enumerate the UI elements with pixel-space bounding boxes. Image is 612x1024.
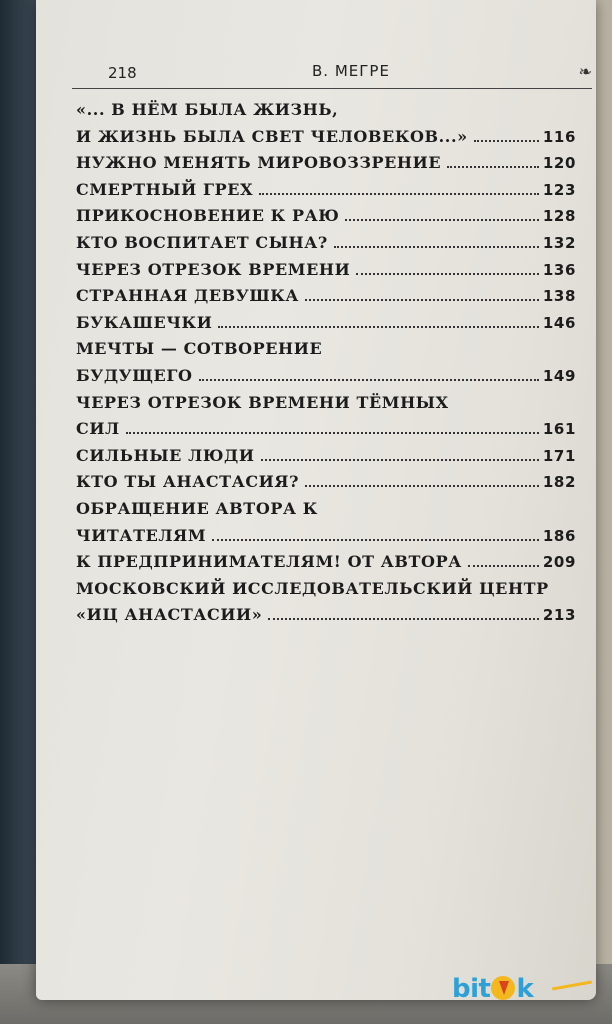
toc-line	[76, 339, 576, 366]
toc-title: ЧИТАТЕЛЯМ	[76, 525, 207, 545]
toc-entry	[76, 180, 576, 207]
toc-entry	[76, 552, 576, 579]
toc-title: ЧЕРЕЗ ОТРЕЗОК ВРЕМЕНИ	[76, 259, 351, 279]
dot-leader	[468, 565, 539, 567]
toc-title: ЧЕРЕЗ ОТРЕЗОК ВРЕМЕНИ ТЁМНЫХ	[76, 392, 449, 412]
toc-entry	[76, 499, 576, 552]
toc-title: БУДУЩЕГО	[76, 365, 193, 385]
dot-leader	[212, 539, 539, 541]
toc-page-number: 161	[542, 420, 576, 439]
toc-page-number: 138	[542, 287, 576, 306]
toc-title: К ПРЕДПРИНИМАТЕЛЯМ! ОТ АВТОРА	[76, 552, 462, 572]
toc-page-number: 116	[542, 127, 576, 146]
toc-line	[76, 419, 576, 446]
toc-title: КТО ТЫ АНАСТАСИЯ?	[76, 472, 300, 492]
toc-title: «ИЦ АНАСТАСИИ»	[76, 605, 263, 625]
toc-entry	[76, 233, 576, 260]
toc-line	[76, 260, 576, 287]
toc-entry	[76, 286, 576, 313]
toc-entry	[76, 153, 576, 180]
dot-leader	[199, 379, 539, 381]
toc-title: СТРАННАЯ ДЕВУШКА	[76, 286, 300, 306]
toc-line	[76, 313, 576, 340]
dot-leader	[356, 273, 539, 275]
toc-entry	[76, 206, 576, 233]
page-header	[72, 58, 592, 89]
toc-line	[76, 366, 576, 393]
toc-line	[76, 472, 576, 499]
toc-page-number: 128	[542, 207, 576, 226]
dot-leader	[305, 299, 539, 301]
toc-page-number: 171	[542, 446, 576, 465]
dot-leader	[261, 459, 539, 461]
toc-line	[76, 393, 576, 420]
toc-line	[76, 206, 576, 233]
toc-page-number: 186	[542, 526, 576, 545]
toc-page-number: 209	[542, 553, 576, 572]
toc-title: СИЛЬНЫЕ ЛЮДИ	[76, 445, 255, 465]
dot-leader	[345, 219, 538, 221]
toc-line	[76, 233, 576, 260]
toc-title: МЕЧТЫ — СОТВОРЕНИЕ	[76, 339, 323, 359]
dot-leader	[218, 326, 538, 328]
toc-entry	[76, 579, 576, 632]
toc-title: «... В НЁМ БЫЛА ЖИЗНЬ,	[76, 100, 339, 119]
book-page	[36, 0, 596, 1000]
watermark-prefix: bit	[452, 974, 491, 1004]
toc-entry	[76, 260, 576, 287]
toc-line	[76, 100, 576, 127]
toc-title: СИЛ	[76, 419, 120, 439]
toc-line	[76, 286, 576, 313]
toc-page-number: 136	[542, 260, 576, 279]
dot-leader	[474, 140, 539, 142]
toc-entry	[76, 339, 576, 392]
toc-entry	[76, 472, 576, 499]
toc-page-number: 132	[542, 233, 576, 252]
dot-leader	[447, 166, 539, 168]
toc-title: ПРИКОСНОВЕНИЕ К РАЮ	[76, 206, 340, 226]
watermark-logo	[452, 974, 533, 1004]
toc-line	[76, 127, 576, 154]
toc-title: СМЕРТНЫЙ ГРЕХ	[76, 179, 254, 199]
toc-page-number: 120	[542, 154, 576, 173]
toc-entry	[76, 393, 576, 446]
toc-page-number: 146	[542, 313, 576, 332]
toc-line	[76, 552, 576, 579]
dot-leader	[268, 618, 539, 620]
running-head: В. МЕГРЕ	[312, 62, 390, 80]
dot-leader	[126, 432, 539, 434]
toc-title: ОБРАЩЕНИЕ АВТОРА К	[76, 498, 318, 518]
watermark-suffix: k	[516, 974, 534, 1004]
toc-line	[76, 605, 576, 632]
toc-page-number: 182	[542, 473, 576, 492]
toc-title: МОСКОВСКИЙ ИССЛЕДОВАТЕЛЬСКИЙ ЦЕНТР	[76, 578, 549, 598]
table-of-contents	[76, 100, 576, 632]
toc-entry	[76, 313, 576, 340]
toc-line	[76, 579, 576, 606]
toc-title: БУКАШЕЧКИ	[76, 312, 213, 332]
toc-title: И ЖИЗНЬ БЫЛА СВЕТ ЧЕЛОВЕКОВ...»	[76, 126, 468, 146]
ornament-icon: ❧	[578, 62, 592, 81]
toc-entry	[76, 446, 576, 473]
dot-leader	[305, 485, 539, 487]
page-number: 218	[108, 64, 137, 82]
toc-page-number: 149	[542, 366, 576, 385]
watermark-o-icon	[491, 976, 515, 1000]
toc-line	[76, 526, 576, 553]
toc-line	[76, 499, 576, 526]
toc-page-number: 213	[542, 606, 576, 625]
toc-title: КТО ВОСПИТАЕТ СЫНА?	[76, 232, 328, 252]
dot-leader	[259, 193, 539, 195]
toc-line	[76, 153, 576, 180]
toc-title: НУЖНО МЕНЯТЬ МИРОВОЗЗРЕНИЕ	[76, 153, 442, 173]
toc-entry	[76, 100, 576, 153]
dot-leader	[334, 246, 539, 248]
toc-line	[76, 180, 576, 207]
toc-line	[76, 446, 576, 473]
toc-page-number: 123	[542, 180, 576, 199]
